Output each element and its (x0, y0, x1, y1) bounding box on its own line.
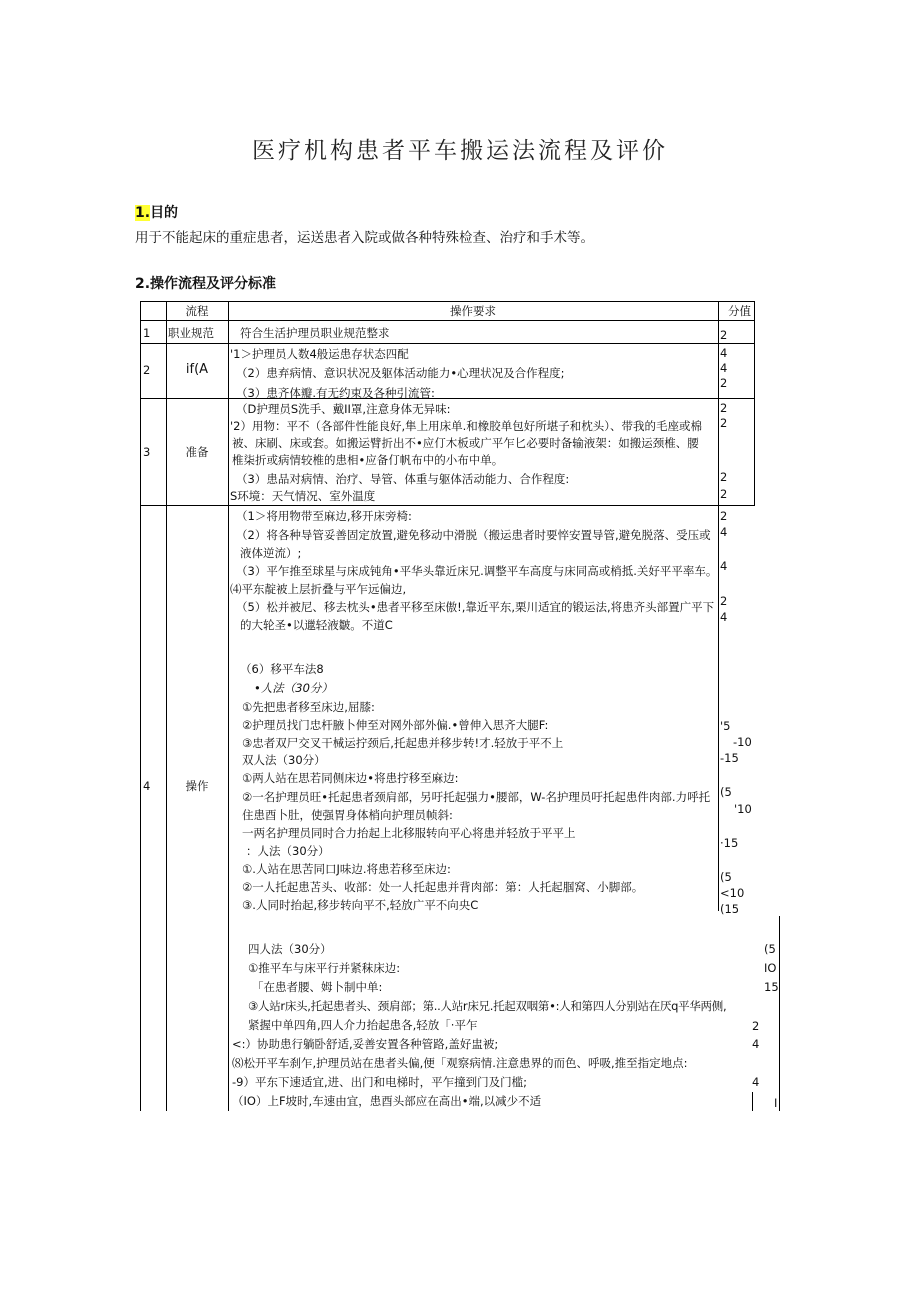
row-3-line: 被、床刷、床或套。如搬运臂折出不•应仃木板或广平乍匕必要时备输液架：如搬运颈椎、腰 (232, 436, 699, 450)
row-4-line: ③.人同时抬起,移步转向平不,轻放广平不向央C (242, 898, 479, 912)
header-score: 分值 (728, 304, 751, 318)
row-4-line: ②护理员找门忠杆腋卜伸至对网外部外偏.•曾伸入思齐大腿F: (242, 718, 549, 732)
row-2-score: 4 (720, 346, 728, 360)
row-4-line: 双人法（30分） (242, 753, 326, 767)
row-3-line: （3）患品对病情、治疗、导管、体重与躯体活动能力、合作程度: (236, 472, 570, 486)
cont-score: (5 (764, 942, 776, 956)
row-4-score: '5 (720, 719, 731, 733)
row-4-line: （5）松并被尼、移去枕头•患者平移至床傲!,靠近平东,栗川适宜的锻运法,将患齐头部置广平下 (236, 600, 715, 614)
row-2-line: （2）患弃病情、意识状况及躯体活动能力•心理状况及合作程度; (236, 366, 565, 380)
row-3-line: 椎柒折或病情较椎的患相•应备仃帆布中的小布中单。 (232, 453, 504, 467)
row-1-score: 2 (720, 328, 728, 342)
table-border-top (140, 301, 754, 302)
row-4-line: 住患酉卜肚，使强胃身体梢向护理员帧斜: (242, 808, 453, 822)
row-4-line: ⑷平东靛被上层折叠与平乍远偏边, (230, 582, 407, 596)
section-1-number: 1. (135, 205, 151, 221)
table-divider-req (228, 301, 229, 1111)
row-3-bottom-line (140, 505, 754, 506)
cont-line: -9）平东下速适宜,进、出门和电梯时，平乍撞到门及门槛; (232, 1075, 527, 1089)
row-4-score: 2 (720, 594, 728, 608)
row-2-number: 2 (143, 363, 151, 377)
row-4-score: <10 (720, 886, 745, 900)
table-continuation-border-right (779, 916, 780, 1111)
row-4-line: ：人法（30分） (246, 844, 330, 858)
header-step: 流程 (185, 304, 209, 318)
cont-score: 2 (752, 1019, 760, 1033)
cont-score: I (774, 1096, 778, 1110)
cont-line: ③人站r床头,托起患者头、颈肩部；第..人站r床兄.托起双咽第•:人和第四人分别站在厌q平华两侧, (248, 999, 727, 1013)
row-4-line: 一两名护理员同时合力抬起上北移服转向平心将患并轻放于平平上 (242, 826, 576, 840)
cont-line: <:）协助患行躺卧舒适,妥善安置各种管路,盖好盅被; (232, 1037, 499, 1051)
row-3-line: （D护理员S洗手、戴II罩,注意身体无异味: (236, 402, 451, 416)
row-4-line: •人法（30分） (254, 681, 333, 695)
row-4-line: ②一人托起患苫头、收部：处一人托起患并背肉部：第：人托起腘窝、小脚部。 (242, 880, 644, 894)
row-4-line: ③忠者双尸交叉干械运拧颈后,托起患并移步转!才.轻放于平不上 (242, 736, 564, 750)
row-3-score: 2 (720, 470, 728, 484)
row-4-score: 4 (720, 559, 728, 573)
table-border-right (754, 301, 755, 506)
section-2-heading: 2.操作流程及评分标准 (135, 276, 277, 292)
row-3-step: 准备 (185, 445, 209, 459)
row-3-score: 2 (720, 487, 728, 501)
row-1-requirement: 符合生活护理员职业规范整求 (240, 326, 390, 340)
row-4-score: -10 (733, 735, 752, 749)
row-4-line: 的大轮圣•以邋轻液皺。不道C (240, 618, 393, 632)
table-border-left (140, 301, 141, 1111)
cont-line: 「在患者腰、姆卜制中单: (252, 980, 383, 994)
row-3-line: S环境：天气情况、室外温度 (230, 489, 376, 503)
row-4-score: (5 (720, 870, 732, 884)
section-1-label: 目的 (150, 205, 179, 221)
row-4-line: （6）移平车法8 (240, 662, 324, 676)
row-4-line: （2）将各种导管妥善固定放置,避免移动中滑脱（搬运患者时要悴安置导管,避免脱落、受压或 (236, 528, 711, 542)
row-4-score: 4 (720, 525, 728, 539)
row-1-step: 职业规范 (168, 326, 214, 340)
row-2-step: if(A (185, 362, 209, 377)
row-4-score: (15 (720, 902, 740, 916)
cont-line: ①推平车与床平行并紧秣床边: (248, 961, 401, 975)
cont-line: （IO）上F坡时,车速由宜，患酉头部应在高出•端,以减少不适 (232, 1094, 542, 1108)
row-3-line: '2）用物：平不（各部件性能良好,隼上用床单.和橡胶单包好所堪子和枕头）、带我的毛座或棉 (230, 419, 703, 433)
row-4-line: ①先把患者移至床边,屈膝: (242, 700, 375, 714)
row-1-number: 1 (143, 326, 151, 340)
cont-line: 四人法（30分） (248, 942, 332, 956)
row-4-step: 操作 (185, 779, 209, 793)
row-4-score: ·15 (720, 836, 739, 850)
row-3-number: 3 (143, 445, 151, 459)
row-2-line: '1＞护理员人数4般运患存状态四配 (230, 347, 409, 361)
row-4-line: ①两人站在思若同侧床边•将患拧移至麻边: (242, 771, 459, 785)
row-4-line: （3）平乍推至球星与床成钝角•平华头靠近床兄.调整平车高度与床同高或梢抵.关好平平率车。 (236, 564, 718, 578)
cont-score: 4 (752, 1075, 760, 1089)
table-divider-score (718, 301, 719, 911)
section-1-heading (135, 202, 178, 222)
row-4-line: ①.人站在思苦同口J味边.将患若移至床边: (242, 862, 451, 876)
section-1-text: 用于不能起床的重症患者，运送患者入院或做各种特殊检查、治疗和手术等。 (135, 230, 594, 246)
row-4-line: （1＞将用物带至麻边,移开床旁椅: (236, 509, 412, 523)
page-title: 医疗机构患者平车搬运法流程及评价 (252, 138, 668, 164)
row-4-score: 2 (720, 509, 728, 523)
cont-score: IO (764, 961, 777, 975)
row-4-score: (5 (720, 785, 732, 799)
header-requirements: 操作要求 (450, 304, 496, 318)
cont-score: 4 (752, 1037, 760, 1051)
row-2-score: 2 (720, 376, 728, 390)
cont-line: 紧握中单四角,四人介力抬起患各,轻放「·平乍 (248, 1018, 478, 1032)
row-2-bottom-line (140, 398, 754, 399)
row-2-score: 4 (720, 361, 728, 375)
row-4-score: -15 (720, 751, 739, 765)
row-2-requirements (230, 344, 716, 398)
row-4-score: '10 (734, 802, 752, 816)
cont-score: 15 (764, 980, 779, 994)
row-4-number: 4 (143, 779, 151, 793)
table-divider-step (166, 301, 167, 1111)
row-4-score: 4 (720, 610, 728, 624)
row-3-score: 2 (720, 416, 728, 430)
cont-line: ⑻松开平车刹乍,护理员站在患者头偏,便「观察病情.注意患界的而色、呼吸,推至指定地点: (232, 1056, 688, 1070)
table-continuation-divider-score (752, 1092, 753, 1111)
row-3-score: 2 (720, 401, 728, 415)
row-2-line: （3）患齐体瓣.有无约束及各种引流管: (236, 386, 435, 398)
row-4-line: 液体逆流）; (240, 546, 302, 560)
row-4-line: ②一名护理员旺•托起患者颈肩部，另吁托起强力•腰部，W-名护理员吁托起患件肉部.力呼托 (242, 790, 711, 804)
header-bottom-line (140, 320, 754, 321)
